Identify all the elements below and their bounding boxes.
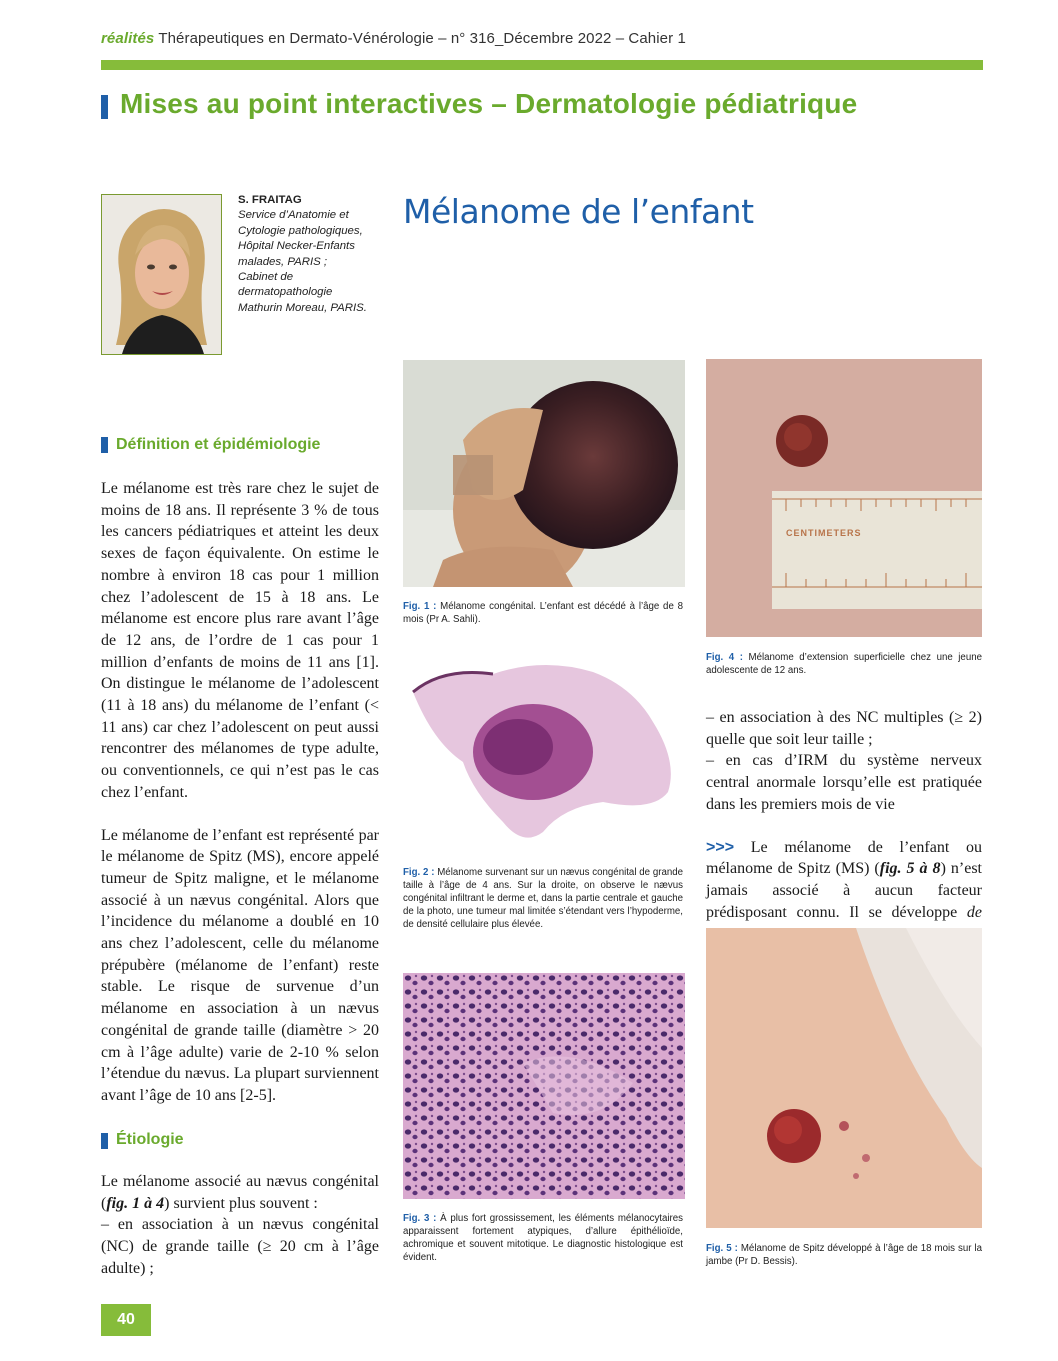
running-title: Thérapeutiques en Dermato-Vénérologie – n° 316_Décembre 2022 – Cahier 1 [158,30,686,47]
text-run: ) n’est jamais associé à aucun facteur prédisposant connu. Il se développe [706,860,982,921]
author-name: S. FRAITAG [238,194,302,206]
section-marker [101,95,108,119]
heading-etiologie: Étiologie [116,1131,184,1148]
author-block [238,193,393,316]
caption-label: Fig. 5 : [706,1243,738,1254]
figure-2-caption [403,867,683,932]
affiliation-line: malades, PARIS ; [238,255,328,268]
column-3-text [706,707,982,945]
list-item: – en association à des NC multiples (≥ 2) quelle que soit leur taille ; [706,709,982,748]
caption-text: Mélanome d’extension superficielle chez une jeune adolescente de 12 ans. [706,652,982,676]
column-1-etiologie-text [101,1171,379,1280]
heading-marker [101,1133,108,1149]
figure-4-photo [706,359,982,637]
figure-3-caption [403,1213,683,1265]
figure-reference: fig. 1 à 4 [106,1194,165,1212]
affiliation-line: dermatopathologie [238,286,333,299]
paragraph-3 [101,1171,379,1214]
section-title: Mises au point interactives – Dermatologie pédiatrique [120,88,858,119]
heading-marker [101,437,108,453]
affiliation-line: Mathurin Moreau, PARIS. [238,301,367,314]
author-affiliation [238,209,367,313]
affiliation-line: Hôpital Necker-Enfants [238,240,355,253]
figure-4-caption [706,652,982,678]
text-run-italic: de [966,903,982,921]
affiliation-line: Cabinet de [238,271,294,284]
author-portrait [101,194,222,355]
caption-label: Fig. 2 : [403,867,435,878]
paragraph-1: Le mélanome est très rare chez le sujet de moins de 18 ans. Il représente 3 % de tous les cancers pédiatriques et atteint les deux sexes de façon équivalente. On estime le nombre à environ 18 cas pour 1 million chez l’adolescent de 15 à 18 ans. Le mélanome est encore plus rare avant l’âge de 12 ans, de l’ordre de 1 cas pour 1 million d’enfants de moins de 11 ans [1]. On distingue le mélanome de l’adolescent (11 à 18 ans) du mélanome de l’enfant (< 11 ans) car chez l’adolescent on peut aussi rencontrer des mélanomes de type adulte, ou conventionnels, ce qui n’est pas le cas chez l’enfant. [101,480,379,801]
article-title: Mélanome de l’enfant [403,192,754,231]
figure-1-caption [403,601,683,627]
text-run: Le mélanome de l’enfant ou mélanome de Spitz (MS) ( [706,838,982,878]
list-item: – en cas d’IRM du système nerveux central anormale lorsqu’elle est pratiquée dans les premiers mois de vie [706,752,982,813]
text-run: Le mélanome associé au nævus congénital ( [101,1173,379,1212]
caption-text: À plus fort grossissement, les éléments mélanocytaires apparaissent fortement atypiques, d’allure épithélioïde, achromique et souvent mitotique. Le diagnostic histologique est évident. [403,1213,683,1263]
affiliation-line: Cytologie pathologiques, [238,224,363,237]
column-1-text [101,478,379,1128]
caption-label: Fig. 4 : [706,652,743,663]
figure-reference: fig. 5 à 8 [879,860,941,878]
figure-5-photo [706,928,982,1228]
ruler-label: CENTIMETERS [786,528,862,538]
paragraph-2: Le mélanome de l’enfant est représenté par le mélanome de Spitz (MS), encore appelé tumeur de Spitz maligne, et le mélanome associé à un nævus congénital. Alors que l’incidence du mélanome a doublé en 10 ans chez l’adolescent, celle du mélanome prépubère (mélanome de l’enfant) reste stable. Le risque de survenue d’un mélanome en association à un nævus congénital de grande taille (diamètre > 20 cm à l’âge adulte) varie de 2-10 % selon l’étendue du nævus. La plupart surviennent avant l’âge de 10 ans [2-5]. [101,826,379,1104]
header-rule [101,60,983,70]
caption-label: Fig. 3 : [403,1213,437,1224]
text-run: ) survient plus souvent : [164,1194,318,1212]
affiliation-line: Service d’Anatomie et [238,209,349,222]
figure-1-photo [403,360,685,587]
figure-3-photo [403,973,685,1199]
caption-text: Mélanome survenant sur un nævus congénital de grande taille à l’âge de 4 ans. Sur la droite, on observe le nævus congénital infiltrant le derme et, dans la partie centrale et gauche de la photo, une tumeur mal limitée s’étendant vers l’hypoderme, de densité cellulaire plus élevée. [403,867,683,930]
running-header [101,30,686,47]
list-item: – en association à un nævus congénital (NC) de grande taille (≥ 20 cm à l’âge adulte) ; [101,1216,379,1277]
figure-2-photo [403,652,685,853]
page-number: 40 [101,1304,151,1336]
caption-text: Mélanome de Spitz développé à l’âge de 18 mois sur la jambe (Pr D. Bessis). [706,1243,982,1267]
journal-brand: réalités [101,30,155,47]
arrow-marker: >>> [706,838,735,856]
heading-definition: Définition et épidémiologie [116,436,321,453]
figure-5-caption [706,1243,982,1269]
caption-text: Mélanome congénital. L’enfant est décédé à l’âge de 8 mois (Pr A. Sahli). [403,601,683,625]
caption-label: Fig. 1 : [403,601,437,612]
